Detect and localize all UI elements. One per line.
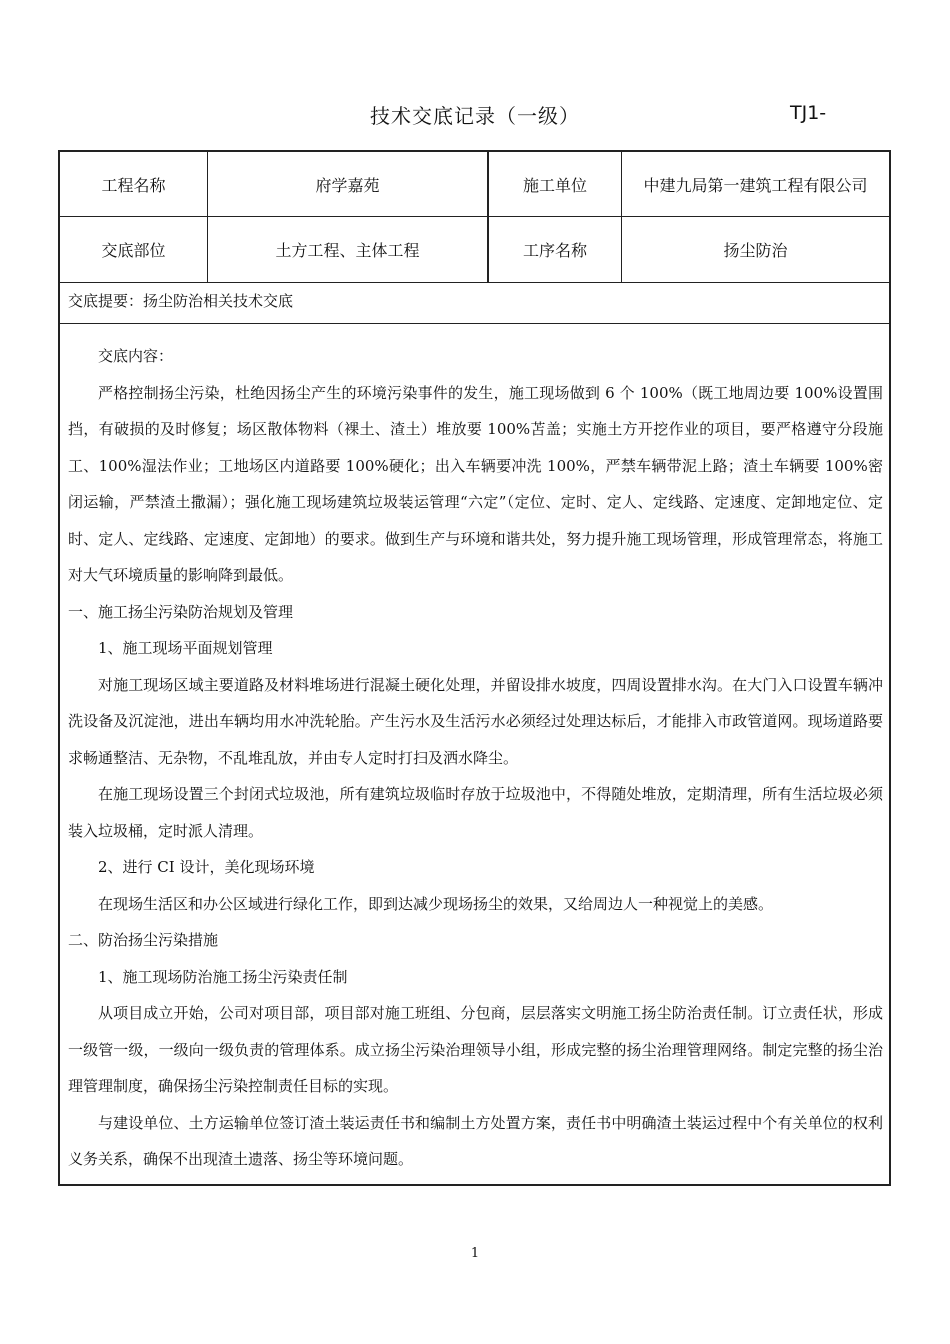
paragraph: 对施工现场区域主要道路及材料堆场进行混凝土硬化处理，并留设排水坡度，四周设置排水沟。在大门入口设置车辆冲洗设备及沉淀池，进出车辆均用水冲洗轮胎。产生污水及生活污水必须经过处理达标后，才能排入市政管道网。现场道路要求畅通整洁、无杂物，不乱堆乱放，并由专人定时打扫及洒水降尘。 (68, 675, 883, 767)
contractor-value: 中建九局第一建筑工程有限公司 (643, 175, 868, 195)
process-name-label: 工序名称 (522, 241, 587, 260)
disclosure-part-label: 交底部位 (101, 241, 166, 260)
record-table (58, 150, 891, 1186)
disclosure-content (68, 338, 883, 1178)
subsection-heading: 2、进行 CI 设计，美化现场环境 (98, 858, 315, 876)
page-number: 1 (470, 1246, 480, 1261)
document-number: TJ1- (790, 102, 827, 124)
disclosure-summary: 交底提要：扬尘防治相关技术交底 (68, 292, 294, 310)
paragraph: 从项目成立开始，公司对项目部，项目部对施工班组、分包商，层层落实文明施工扬尘防治责任制。订立责任状，形成一级管一级，一级向一级负责的管理体系。成立扬尘污染治理领导小组，形成完整的扬尘治理管理网络。制定完整的扬尘治理管理制度，确保扬尘污染控制责任目标的实现。 (68, 1004, 883, 1095)
row-divider (60, 323, 889, 324)
subsection-heading: 1、施工现场防治施工扬尘污染责任制 (98, 967, 348, 986)
paragraph: 在施工现场设置三个封闭式垃圾池，所有建筑垃圾临时存放于垃圾池中，不得随处堆放，定期清理，所有生活垃圾必须装入垃圾桶，定时派人清理。 (68, 785, 883, 840)
section-heading: 一、施工扬尘污染防治规划及管理 (68, 602, 294, 621)
paragraph: 与建设单位、土方运输单位签订渣土装运责任书和编制土方处置方案，责任书中明确渣土装运过程中个有关单位的权利义务关系，确保不出现渣土遗落、扬尘等环境问题。 (68, 1113, 883, 1168)
project-name-value: 府学嘉苑 (315, 175, 380, 195)
project-name-label: 工程名称 (101, 175, 166, 195)
paragraph: 在现场生活区和办公区域进行绿化工作，即到达减少现场扬尘的效果，又给周边人一种视觉上的美感。 (98, 894, 774, 913)
row-divider (60, 282, 889, 283)
content-heading: 交底内容： (98, 347, 174, 365)
process-name-value: 扬尘防治 (723, 241, 788, 260)
contractor-label: 施工单位 (522, 175, 587, 195)
paragraph: 严格控制扬尘污染，杜绝因扬尘产生的环境污染事件的发生，施工现场做到 6 个 100%（既工地周边要 100%设置围挡，有破损的及时修复；场区散体物料（裸土、渣土）堆放要 100%苫盖；实施土方开挖作业的项目，要严格遵守分段施工、100%湿法作业；工地场区内道路要 100%硬化；出入车辆要冲洗 100%，严禁车辆带泥上路；渣土车辆要 100%密闭运输，严禁渣土撒漏）；强化施工现场建筑垃圾装运管理“六定”（定位、定时、定人、定线路、定速度、定卸地定位、定时、定人、定线路、定速度、定卸地）的要求。做到生产与环境和谐共处，努力提升施工现场管理，形成管理常态，将施工对大气环境质量的影响降到最低。 (68, 383, 883, 584)
document-title: 技术交底记录（一级） (370, 104, 580, 128)
section-heading: 二、防治扬尘污染措施 (68, 931, 219, 949)
subsection-heading: 1、施工现场平面规划管理 (98, 639, 273, 657)
disclosure-part-value: 土方工程、主体工程 (275, 241, 420, 260)
